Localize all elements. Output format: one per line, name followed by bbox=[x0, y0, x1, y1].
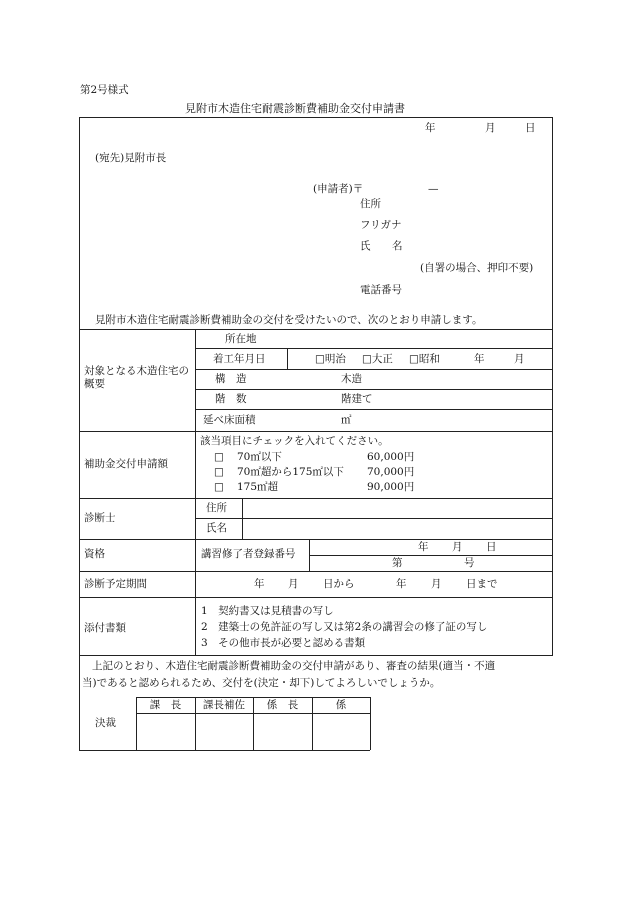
registration-number-label: 講習修了者登録番号 bbox=[201, 548, 296, 560]
construction-date-label: 着工年月日 bbox=[213, 353, 266, 365]
era-month: 月 bbox=[514, 353, 525, 365]
period-to-month: 月 bbox=[431, 578, 442, 590]
qualification-day: 日 bbox=[486, 541, 497, 553]
period-to-day: 日まで bbox=[466, 578, 498, 590]
attachment-item: 1 契約書又は見積書の写し bbox=[201, 605, 334, 617]
applicant-furigana-label: フリガナ bbox=[360, 219, 402, 231]
approval-text-line-1: 上記のとおり、木造住宅耐震診断費補助金の交付申請があり、審査の結果(適当・不適 bbox=[92, 660, 496, 672]
date-day: 日 bbox=[525, 122, 536, 134]
applicant-name-label-1: 氏 bbox=[360, 240, 371, 252]
subsidy-option-amount: 70,000円 bbox=[367, 466, 415, 478]
diagnostician-header: 診断士 bbox=[84, 512, 116, 524]
period-header: 診断予定期間 bbox=[84, 578, 147, 590]
structure-value: 木造 bbox=[341, 373, 362, 385]
era-taisho: □大正 bbox=[362, 353, 393, 365]
era-meiji: □明治 bbox=[315, 353, 346, 365]
floors-value: 階建て bbox=[341, 393, 373, 405]
qualification-year: 年 bbox=[418, 541, 429, 553]
approval-text-line-2: 当)であると認められるため、交付を(決定・却下)してよろしいでしょうか。 bbox=[82, 677, 441, 689]
attachment-item: 3 その他市長が必要と認める書類 bbox=[201, 637, 366, 649]
postal-dash: — bbox=[428, 183, 439, 195]
form-title: 見附市木造住宅耐震診断費補助金交付申請書 bbox=[185, 102, 405, 115]
signature-note: (自署の場合、押印不要) bbox=[420, 262, 534, 274]
diagnostician-name-label: 氏名 bbox=[206, 522, 227, 534]
date-year: 年 bbox=[425, 122, 436, 134]
applicant-phone-label: 電話番号 bbox=[360, 284, 402, 296]
floors-label: 階 数 bbox=[215, 393, 247, 405]
subsidy-option-box[interactable]: □ bbox=[214, 451, 224, 463]
form-number: 第2号様式 bbox=[80, 84, 129, 96]
subsidy-option-amount: 90,000円 bbox=[367, 481, 415, 493]
applicant-label: (申請者)〒 bbox=[313, 183, 364, 195]
period-to-year: 年 bbox=[396, 578, 407, 590]
subsidy-option-label: 70㎡超から175㎡以下 bbox=[237, 466, 344, 478]
subsidy-option-label: 175㎡超 bbox=[237, 481, 279, 493]
attachments-header: 添付書類 bbox=[84, 622, 126, 634]
subsidy-header: 補助金交付申請額 bbox=[84, 458, 168, 470]
subsidy-instruction: 該当項目にチェックを入れてください。 bbox=[200, 435, 389, 447]
period-from-day: 日から bbox=[323, 578, 355, 590]
subsidy-option-amount: 60,000円 bbox=[367, 451, 415, 463]
subsidy-option-box[interactable]: □ bbox=[214, 466, 224, 478]
floor-area-label: 延べ床面積 bbox=[203, 414, 256, 426]
addressee: (宛先)見附市長 bbox=[95, 152, 167, 164]
applicant-name-label-2: 名 bbox=[392, 240, 403, 252]
qualification-header: 資格 bbox=[84, 548, 105, 560]
role-deputy-chief: 課長補佐 bbox=[203, 699, 245, 711]
role-section-chief: 課 長 bbox=[149, 699, 182, 711]
decision-label: 決裁 bbox=[95, 717, 116, 729]
request-sentence: 見附市木造住宅耐震診断費補助金の交付を受けたいので、次のとおり申請します。 bbox=[95, 314, 483, 326]
period-from-year: 年 bbox=[254, 578, 265, 590]
floor-area-unit: ㎡ bbox=[341, 414, 352, 426]
attachment-item: 2 建築士の免許証の写し又は第2条の講習会の修了証の写し bbox=[201, 621, 488, 633]
role-staff: 係 bbox=[335, 699, 347, 711]
date-month: 月 bbox=[485, 122, 496, 134]
subsidy-option-label: 70㎡以下 bbox=[237, 451, 282, 463]
role-unit-chief: 係 長 bbox=[266, 699, 299, 711]
applicant-address-label: 住所 bbox=[360, 198, 381, 210]
subsidy-option-box[interactable]: □ bbox=[214, 481, 224, 493]
overview-header: 対象となる木造住宅の概要 bbox=[84, 365, 189, 390]
structure-label: 構 造 bbox=[215, 373, 247, 385]
registration-dai: 第 bbox=[392, 557, 403, 569]
diagnostician-address-label: 住所 bbox=[206, 502, 227, 514]
registration-go: 号 bbox=[464, 557, 475, 569]
era-showa: □昭和 bbox=[409, 353, 440, 365]
location-label: 所在地 bbox=[225, 333, 257, 345]
qualification-month: 月 bbox=[452, 541, 463, 553]
era-year: 年 bbox=[474, 353, 485, 365]
period-from-month: 月 bbox=[288, 578, 299, 590]
